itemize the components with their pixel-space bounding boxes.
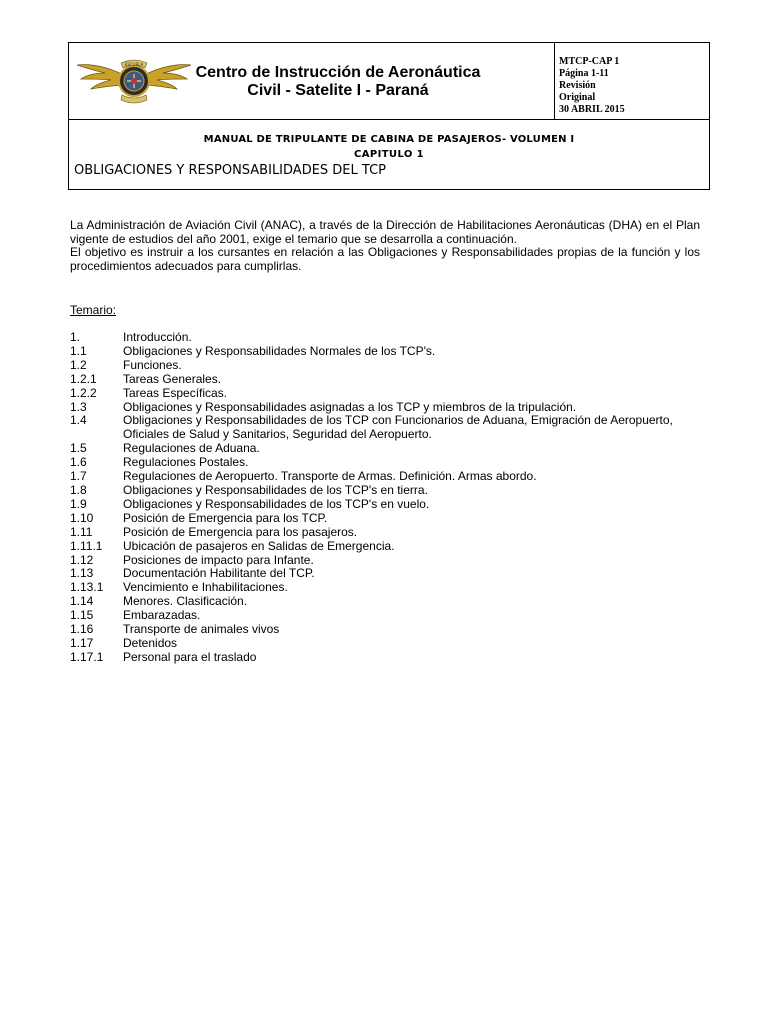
temario-item-number: 1.17.1 — [70, 649, 104, 664]
temario-item — [70, 540, 700, 554]
temario-item-number: 1.16 — [70, 622, 94, 637]
temario-item-number: 1.14 — [70, 594, 94, 609]
section-title: OBLIGACIONES Y RESPONSABILIDADES DEL TCP — [74, 163, 386, 178]
document-header — [68, 42, 710, 190]
temario-item — [70, 442, 700, 456]
temario-item-number: 1.6 — [70, 455, 87, 470]
temario-item-text: Tareas Generales. — [123, 371, 222, 386]
temario-item-text: Obligaciones y Responsabilidades asignadas a los TCP y miembros de la tripulación. — [123, 399, 577, 414]
temario-item-number: 1.4 — [70, 413, 87, 428]
temario-item-number: 1.11.1 — [70, 538, 103, 553]
intro-paragraph-2: El objetivo es instruir a los cursantes en relación a las Obligaciones y Responsabilidades propias de la función y los procedimientos adecuados para cumplirlas. — [70, 245, 700, 273]
temario-item-number: 1.8 — [70, 482, 87, 497]
temario-item — [70, 470, 700, 484]
temario-item-text: Posiciones de impacto para Infante. — [123, 552, 314, 567]
temario-item-text: Personal para el traslado — [123, 649, 257, 664]
temario-item-text: Documentación Habilitante del TCP. — [123, 566, 315, 581]
temario-item — [70, 526, 700, 540]
temario-item-number: 1.12 — [70, 552, 94, 567]
header-bottom-row — [69, 120, 709, 190]
temario-item-text: Obligaciones y Responsabilidades de los TCP con Funcionarios de Aduana, Emigración de Aeropuerto, Oficiales de Salud y Sanitarios, Seguridad del Aeropuerto. — [123, 413, 673, 442]
logo-banner-text: ESCUELA — [124, 62, 144, 67]
temario-item — [70, 595, 700, 609]
doc-page: Página 1-11 — [559, 68, 609, 79]
temario-item-text: Posición de Emergencia para los pasajeros. — [123, 524, 358, 539]
temario-item — [70, 567, 700, 581]
temario-item-text: Obligaciones y Responsabilidades de los TCP's en vuelo. — [123, 496, 430, 511]
temario-item-text: Obligaciones y Responsabilidades de los TCP's en tierra. — [123, 482, 428, 497]
temario-item — [70, 623, 700, 637]
temario-item-number: 1.3 — [70, 399, 87, 414]
temario-item — [70, 359, 700, 373]
temario-item — [70, 331, 700, 345]
temario-item — [70, 609, 700, 623]
temario-item-number: 1.7 — [70, 469, 87, 484]
temario-item — [70, 387, 700, 401]
temario-item-number: 1.1 — [70, 343, 87, 358]
temario-item — [70, 456, 700, 470]
temario-item — [70, 345, 700, 359]
temario-item-text: Vencimiento e Inhabilitaciones. — [123, 580, 288, 595]
temario-item — [70, 512, 700, 526]
doc-revision-label: Revisión — [559, 80, 596, 91]
temario-item-number: 1.10 — [70, 510, 94, 525]
temario-item-text: Embarazadas. — [123, 608, 201, 623]
temario-item-text: Regulaciones de Aeropuerto. Transporte de Armas. Definición. Armas abordo. — [123, 469, 537, 484]
temario-heading: Temario: — [70, 303, 117, 317]
temario-item-text: Introducción. — [123, 330, 192, 344]
doc-date: 30 ABRIL 2015 — [559, 104, 625, 115]
temario-item-number: 1.17 — [70, 635, 94, 650]
temario-item — [70, 498, 700, 512]
intro-paragraph-1: La Administración de Aviación Civil (ANAC), a través de la Dirección de Habilitaciones Aeronáuticas (DHA) en el Plan vigente de estudios del año 2001, exige el temario que se desarrolla a continuación. — [70, 218, 700, 246]
temario-item-number: 1.13.1 — [70, 580, 104, 595]
temario-item-text: Regulaciones Postales. — [123, 455, 249, 470]
org-name-line2: Civil - Satelite I - Paraná — [247, 82, 429, 99]
temario-item — [70, 414, 700, 442]
temario-item-text: Posición de Emergencia para los TCP. — [123, 510, 328, 525]
temario-item-number: 1.2 — [70, 357, 87, 372]
org-name-line1: Centro de Instrucción de Aeronáutica — [195, 64, 481, 81]
temario-item — [70, 554, 700, 568]
temario-item — [70, 401, 700, 415]
temario-item-number: 1.11 — [70, 524, 93, 539]
temario-item — [70, 484, 700, 498]
wings-logo-icon — [75, 49, 193, 113]
organization-name — [193, 64, 483, 100]
temario-item-number: 1.5 — [70, 441, 87, 456]
document-metadata — [559, 56, 707, 116]
temario-item-number: 1.2.1 — [70, 371, 97, 386]
temario-item-number: 1. — [70, 330, 81, 344]
temario-item-number: 1.9 — [70, 496, 87, 511]
temario-item — [70, 637, 700, 651]
chapter-label: CAPITULO 1 — [353, 149, 425, 160]
temario-item-text: Menores. Clasificación. — [123, 594, 248, 609]
temario-item-number: 1.15 — [70, 608, 94, 623]
temario-item-text: Funciones. — [123, 357, 182, 372]
header-top-row — [69, 43, 709, 120]
temario-item-text: Transporte de animales vivos — [123, 622, 280, 637]
manual-title: MANUAL DE TRIPULANTE DE CABINA DE PASAJEROS- VOLUMEN I — [203, 134, 575, 145]
temario-item-number: 1.13 — [70, 566, 94, 581]
intro-text — [70, 219, 700, 273]
temario-item-number: 1.2.2 — [70, 385, 97, 400]
temario-list — [70, 331, 700, 665]
temario-item-text: Regulaciones de Aduana. — [123, 441, 260, 456]
temario-item — [70, 581, 700, 595]
doc-code: MTCP-CAP 1 — [559, 56, 620, 67]
temario-item-text: Detenidos — [123, 635, 178, 650]
temario-item — [70, 373, 700, 387]
doc-revision-value: Original — [559, 92, 596, 103]
temario-item-text: Tareas Específicas. — [123, 385, 228, 400]
temario-item-text: Ubicación de pasajeros en Salidas de Emergencia. — [123, 538, 395, 553]
temario-item-text: Obligaciones y Responsabilidades Normales de los TCP's. — [123, 343, 436, 358]
temario-item — [70, 651, 700, 665]
header-divider — [554, 43, 555, 119]
